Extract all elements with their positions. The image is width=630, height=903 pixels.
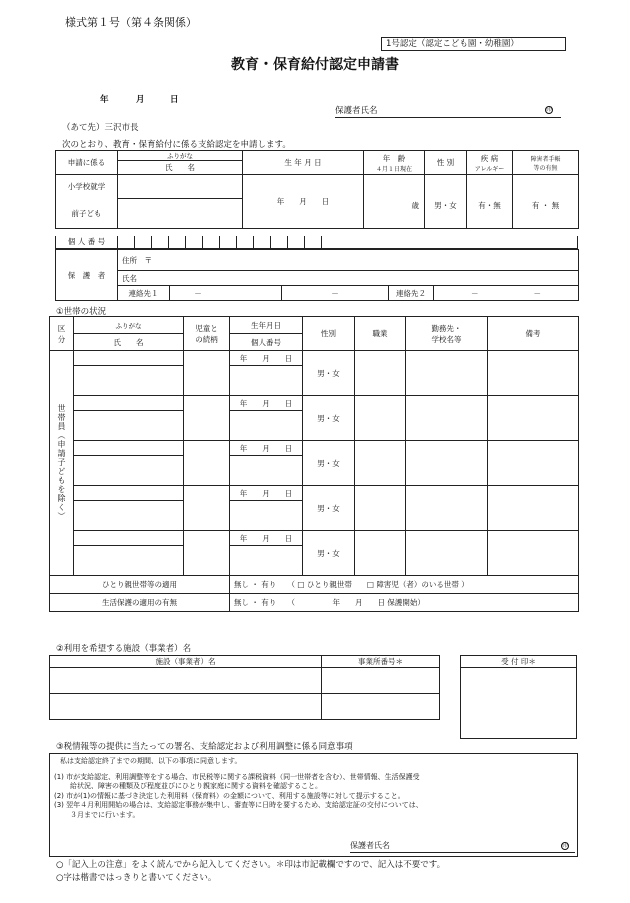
member-birth[interactable]: 年 月 日	[230, 441, 303, 456]
member-work[interactable]	[406, 531, 488, 576]
guardian-label: 保 護 者	[56, 250, 118, 301]
facility-name-header: 施設（事業者）名	[50, 656, 322, 668]
col-note: 備考	[488, 317, 579, 351]
welfare-label: 生活保護の適用の有無	[50, 594, 230, 612]
illness-header: 疾 病 アレルギー	[467, 151, 513, 175]
category-box: 1号認定（認定こども園・幼稚園）	[381, 37, 566, 51]
footer-note-2: ○字は楷書ではっきりと書いてください。	[56, 873, 217, 883]
seal-mark-icon: 印	[546, 107, 552, 113]
member-sex[interactable]: 男・女	[303, 441, 355, 486]
addressee: （あて先）三沢市長	[62, 123, 139, 133]
intro-text: 次のとおり、教育・保育給付に係る支給認定を申請します。	[62, 140, 291, 150]
member-job[interactable]	[355, 531, 406, 576]
contact2-field[interactable]: － －	[434, 286, 579, 301]
guardian-name-label: 保護者氏名	[335, 106, 378, 116]
consent-intro: 私は支給認定終了までの期間、以下の事項に同意します。	[60, 757, 242, 765]
facility-name-field[interactable]	[50, 668, 322, 694]
contact1-label: 連絡先１	[118, 286, 170, 301]
date-year: 年	[100, 95, 109, 105]
consent-item-1: (1) 市が支給認定、利用調整等をする場合、市民税等に関する課税資料（同一世帯者を含む）、世帯情報、生活保護受	[54, 772, 420, 781]
household-heading: ①世帯の状況	[56, 307, 107, 317]
member-note[interactable]	[488, 351, 579, 396]
facility-number-field[interactable]	[322, 694, 440, 720]
member-sex[interactable]: 男・女	[303, 351, 355, 396]
consent-signature-line[interactable]	[350, 840, 575, 853]
member-birth[interactable]: 年 月 日	[230, 486, 303, 501]
welfare-value[interactable]: 無し ・ 有り （ 年 月 日 保護開始）	[230, 594, 579, 612]
member-name[interactable]	[74, 366, 184, 396]
member-personal[interactable]	[230, 546, 303, 576]
col-relation: 児童と の続柄	[184, 317, 230, 351]
applicant-table	[55, 150, 579, 229]
receipt-label: 受 付 印＊	[461, 656, 576, 668]
name-header: 氏 名	[118, 161, 243, 175]
col-kubun: 区 分	[50, 317, 74, 351]
col-job: 職業	[355, 317, 406, 351]
child-birthdate-field[interactable]: 年 月 日	[243, 175, 364, 229]
consent-item-1b: 給状況、障害の種類及び程度並びにひとり親家庭に関する資料を確認すること。	[70, 782, 322, 790]
member-personal[interactable]	[230, 411, 303, 441]
child-label-cell-2: 前子ども	[56, 199, 118, 229]
child-disability-field[interactable]: 有 ・ 無	[513, 175, 579, 229]
date-month: 月	[136, 95, 145, 105]
member-job[interactable]	[355, 396, 406, 441]
member-work[interactable]	[406, 396, 488, 441]
single-parent-value[interactable]: 無し ・ 有り （ □ ひとり親世帯 □ 障害児（者）のいる世帯 ）	[230, 576, 579, 594]
single-parent-label: ひとり親世帯等の適用	[50, 576, 230, 594]
consent-item-3: (3) 翌年４月利用開始の場合は、支給認定事務が集中し、審査等に日時を要するため、支給認定証の交付については、	[54, 801, 423, 809]
age-header: 年 齢 ４月１日現在	[364, 151, 425, 175]
contact1-field-2[interactable]: －	[282, 286, 389, 301]
member-furigana[interactable]	[74, 351, 184, 366]
member-note[interactable]	[488, 486, 579, 531]
guardian-signature-line[interactable]	[335, 104, 561, 118]
member-relation[interactable]	[184, 441, 230, 486]
consent-item-3b: ３月までに行います。	[70, 810, 140, 819]
household-side-label: 世帯員（申請子どもを除く）	[50, 351, 74, 576]
consent-item-2: (2) 市が(1)の情報に基づき決定した利用料（保育料）の金額について、利用する施設等に対して提示すること。	[54, 791, 405, 800]
member-work[interactable]	[406, 486, 488, 531]
facility-name-field[interactable]	[50, 694, 322, 720]
date-day: 日	[170, 95, 179, 105]
guardian-address-field[interactable]: 住所 〒	[118, 250, 579, 271]
child-label-cell: 小学校就学	[56, 175, 118, 199]
col-sex: 性別	[303, 317, 355, 351]
child-age-field[interactable]: 歳	[364, 175, 425, 229]
child-name-field[interactable]	[118, 199, 243, 229]
receipt-stamp-box	[460, 655, 577, 739]
member-personal[interactable]	[230, 501, 303, 531]
col-personal: 個人番号	[230, 334, 303, 351]
furigana-header: ふりがな	[118, 151, 243, 161]
member-note[interactable]	[488, 396, 579, 441]
household-table	[49, 316, 579, 612]
applicant-label-cell: 申請に係る	[56, 151, 118, 175]
col-birth: 生年月日	[230, 317, 303, 334]
member-name[interactable]	[74, 501, 184, 531]
seal-mark-icon: 印	[562, 843, 568, 849]
personal-number-label: 個 人 番 号	[56, 236, 118, 248]
disability-header: 障害者手帳 等の有無	[513, 151, 579, 175]
footer-note-1: ○「記入上の注意」をよく読んでから記入してください。＊印は市記載欄ですので、記入は不要です。	[56, 860, 446, 870]
member-sex[interactable]: 男・女	[303, 531, 355, 576]
member-job[interactable]	[355, 486, 406, 531]
facility-number-field[interactable]	[322, 668, 440, 694]
member-name[interactable]	[74, 456, 184, 486]
personal-number-row	[55, 236, 578, 249]
guardian-table	[55, 249, 579, 301]
personal-number-boxes[interactable]	[118, 236, 577, 248]
facility-table	[49, 655, 440, 720]
child-sex-field[interactable]: 男・女	[425, 175, 467, 229]
page-title: 教育・保育給付認定申請書	[231, 57, 399, 73]
col-name: 氏 名	[74, 334, 184, 351]
col-work: 勤務先・ 学校名等	[406, 317, 488, 351]
member-note[interactable]	[488, 531, 579, 576]
member-job[interactable]	[355, 441, 406, 486]
contact1-field[interactable]: －	[170, 286, 282, 301]
member-birth[interactable]: 年 月 日	[230, 351, 303, 366]
member-furigana[interactable]	[74, 396, 184, 411]
consent-guardian-label: 保護者氏名	[350, 841, 390, 850]
member-personal[interactable]	[230, 456, 303, 486]
form-number: 様式第１号（第４条関係）	[65, 16, 197, 29]
member-furigana[interactable]	[74, 486, 184, 501]
birthdate-header: 生 年 月 日	[243, 151, 364, 175]
child-furigana-field[interactable]	[118, 175, 243, 199]
contact2-label: 連絡先２	[389, 286, 434, 301]
member-relation[interactable]	[184, 486, 230, 531]
facility-heading: ②利用を希望する施設（事業者）名	[56, 644, 192, 654]
member-sex[interactable]: 男・女	[303, 396, 355, 441]
child-illness-field[interactable]: 有・無	[467, 175, 513, 229]
guardian-name-field[interactable]: 氏名	[118, 271, 579, 286]
member-relation[interactable]	[184, 531, 230, 576]
member-birth[interactable]: 年 月 日	[230, 396, 303, 411]
facility-number-header: 事業所番号＊	[322, 656, 440, 668]
member-furigana[interactable]	[74, 441, 184, 456]
member-work[interactable]	[406, 441, 488, 486]
consent-heading: ③税情報等の提供に当たっての署名、支給認定および利用調整に係る同意事項	[56, 742, 353, 752]
col-furigana: ふりがな	[74, 317, 184, 334]
member-note[interactable]	[488, 441, 579, 486]
member-relation[interactable]	[184, 396, 230, 441]
member-furigana[interactable]	[74, 531, 184, 546]
member-job[interactable]	[355, 351, 406, 396]
member-work[interactable]	[406, 351, 488, 396]
sex-header: 性 別	[425, 151, 467, 175]
member-sex[interactable]: 男・女	[303, 486, 355, 531]
member-relation[interactable]	[184, 351, 230, 396]
member-birth[interactable]: 年 月 日	[230, 531, 303, 546]
member-name[interactable]	[74, 546, 184, 576]
member-name[interactable]	[74, 411, 184, 441]
member-personal[interactable]	[230, 366, 303, 396]
